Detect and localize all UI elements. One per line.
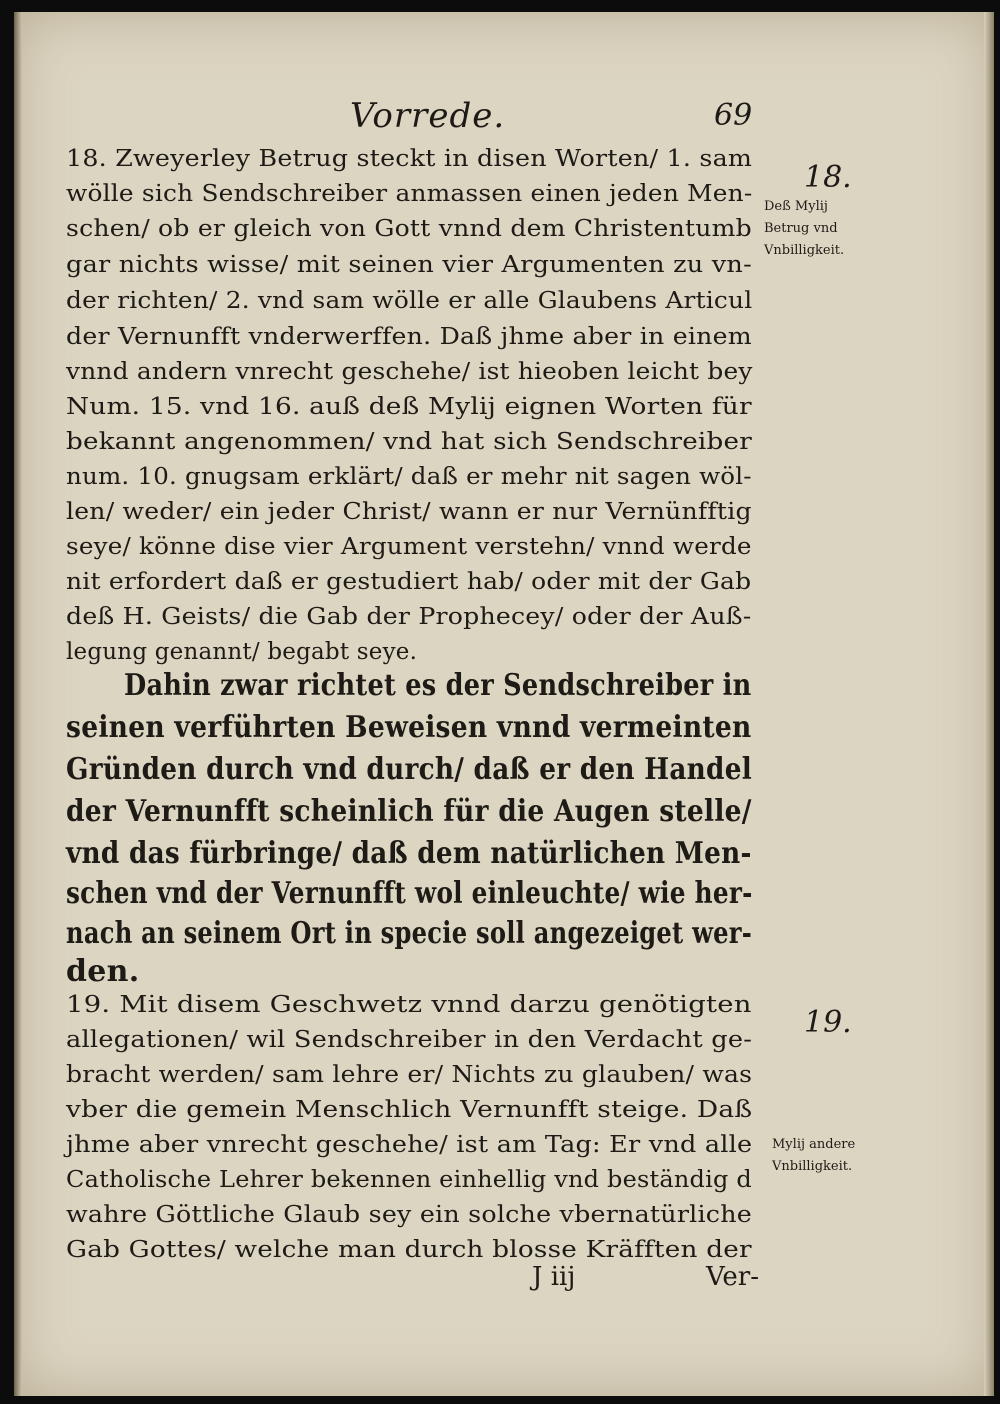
text-line: der richten/ 2. vnd sam wölle er alle Glaubens Articul (66, 288, 753, 314)
quote-line: schen vnd der Vernunfft wol einleuchte/ wie her- (66, 876, 753, 911)
text-line: len/ weder/ ein jeder Christ/ wann er nur Vernünfftig (66, 499, 752, 525)
text-line: gar nichts wisse/ mit seinen vier Argumenten zu vn- (66, 252, 752, 278)
page-number: 69 (714, 98, 753, 133)
margin-note-line: Vnbilligkeit. (764, 243, 845, 258)
text-line: der Vernunfft vnderwerffen. Daß jhme aber in einem (66, 324, 752, 350)
quote-line: Gründen durch vnd durch/ daß er den Handel (66, 752, 752, 787)
text-line: Num. 15. vnd 16. auß deß Mylij eignen Worten für (66, 394, 752, 420)
text-line: seye/ könne dise vier Argument verstehn/ vnnd werde (66, 534, 752, 560)
margin-number-18: 18. (804, 160, 852, 195)
text-line: Gab Gottes/ welche man durch blosse Kräfften der (66, 1237, 752, 1263)
margin-note-line: Deß Mylij (764, 199, 828, 214)
margin-note-line: Mylij andere (772, 1137, 856, 1152)
text-line: legung genannt/ begabt seye. (66, 639, 418, 665)
text-line: vber die gemein Menschlich Vernunfft steige. Daß (66, 1097, 753, 1123)
catchword: Ver- (706, 1262, 759, 1292)
page-edge-left (14, 12, 22, 1396)
running-title: Vorrede. (350, 96, 506, 136)
signature-mark: J iij (532, 1262, 576, 1292)
text-line: wahre Göttliche Glaub sey ein solche vbernatürliche (66, 1202, 752, 1228)
margin-note-19 (772, 1134, 855, 1178)
text-line: jhme aber vnrecht geschehe/ ist am Tag: Er vnd alle (66, 1132, 753, 1158)
text-line: num. 10. gnugsam erklärt/ daß er mehr nit sagen wöl- (66, 464, 752, 490)
text-line: deß H. Geists/ die Gab der Prophecey/ oder der Auß- (66, 604, 752, 630)
margin-note-18 (764, 196, 844, 262)
page-header (0, 96, 1000, 146)
quote-line: vnd das fürbringe/ daß dem natürlichen Men- (66, 836, 752, 871)
text-line: Catholische Lehrer bekennen einhellig vnd beständig d (66, 1167, 752, 1193)
quote-line: den. (66, 954, 140, 989)
quote-line: seinen verführten Beweisen vnnd vermeinten (66, 710, 752, 745)
text-line: schen/ ob er gleich von Gott vnnd dem Christentumb (66, 216, 752, 242)
text-line: wölle sich Sendschreiber anmassen einen jeden Men- (66, 181, 753, 207)
text-line: allegationen/ wil Sendschreiber in den Verdacht ge- (66, 1027, 753, 1053)
text-line: bekannt angenommen/ vnd hat sich Sendschreiber (66, 429, 752, 455)
text-line: nit erfordert daß er gestudiert hab/ oder mit der Gab (66, 569, 752, 595)
quote-line: der Vernunfft scheinlich für die Augen stelle/ (66, 794, 752, 829)
text-line: 19. Mit disem Geschwetz vnnd darzu genötigten (66, 992, 752, 1018)
quote-line: nach an seinem Ort in specie soll angezeiget wer- (66, 916, 753, 951)
margin-number-19: 19. (804, 1005, 852, 1040)
page-edge-right (984, 12, 994, 1396)
quote-line: Dahin zwar richtet es der Sendschreiber in (124, 668, 752, 703)
text-line: vnnd andern vnrecht geschehe/ ist hieoben leicht bey (66, 359, 753, 385)
margin-note-line: Vnbilligkeit. (772, 1159, 853, 1174)
margin-note-line: Betrug vnd (764, 221, 838, 236)
text-line: 18. Zweyerley Betrug steckt in disen Worten/ 1. sam (66, 146, 753, 172)
text-line: bracht werden/ sam lehre er/ Nichts zu glauben/ was (66, 1062, 753, 1088)
